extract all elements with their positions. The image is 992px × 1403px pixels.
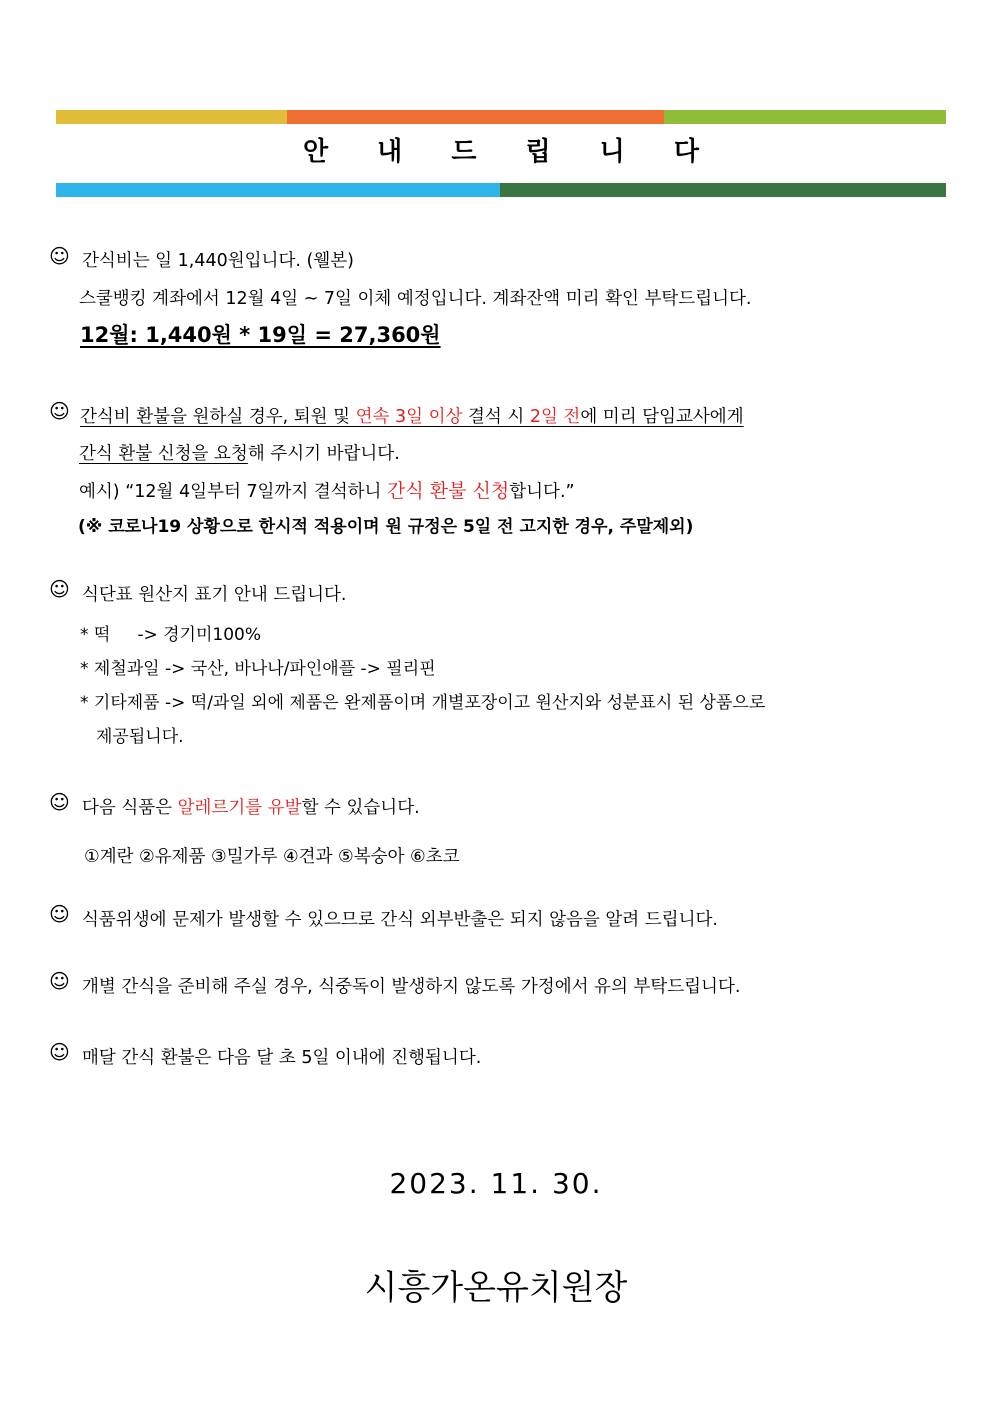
footer-bar-dark-green — [500, 183, 946, 197]
example-text: 합니다.” — [509, 482, 575, 502]
hygiene-text: 식품위생에 문제가 발생할 수 있으므로 간식 외부반출은 되지 않음을 알려 드립니다. — [82, 910, 718, 930]
refund-request-text: 해 주시기 바랍니다. — [247, 444, 400, 464]
origin-item-other-cont: 제공됩니다. — [96, 727, 184, 747]
smiley-icon: ☺ — [49, 969, 70, 993]
allergy-list: ①계란 ②유제품 ③밀가루 ④견과 ⑤복숭아 ⑥초코 — [84, 847, 460, 867]
refund-request — [79, 440, 400, 465]
header-bar-yellow — [56, 110, 287, 124]
smiley-icon: ☺ — [49, 244, 70, 268]
smiley-icon: ☺ — [49, 577, 70, 601]
refund-example — [79, 476, 575, 503]
allergy-text: 할 수 있습니다. — [301, 798, 420, 818]
smiley-icon: ☺ — [49, 790, 70, 814]
refund-text: 결석 시 — [462, 407, 530, 427]
header-bar-green — [664, 110, 946, 124]
refund-text: 간식비 환불을 원하실 경우, 퇴원 및 — [80, 407, 356, 427]
individual-snack-text: 개별 간식을 준비해 주실 경우, 식중독이 발생하지 않도록 가정에서 유의 부탁드립니다. — [82, 977, 741, 997]
fee-calculation: 12월: 1,440원 * 19일 = 27,360원 — [80, 323, 441, 347]
allergy-text: 다음 식품은 — [82, 798, 178, 818]
snack-fee-text: 간식비는 일 1,440원입니다. (웰본) — [82, 251, 354, 271]
refund-highlight-before: 2일 전 — [529, 407, 581, 427]
origin-item-fruit: * 제철과일 -> 국산, 바나나/파인애플 -> 필리핀 — [80, 659, 436, 679]
bank-transfer-text: 스쿨뱅킹 계좌에서 12월 4일 ~ 7일 이체 예정입니다. 계좌잔액 미리 확인 부탁드립니다. — [79, 289, 752, 309]
page-title: 안 내 드 립 니 다 — [303, 137, 719, 167]
smiley-icon: ☺ — [49, 399, 70, 423]
origin-item-rice-cake: * 떡 -> 경기미100% — [80, 625, 261, 645]
refund-text: 에 미리 담임교사에게 — [580, 407, 744, 427]
smiley-icon: ☺ — [49, 902, 70, 926]
allergy-highlight: 알레르기를 유발 — [177, 798, 302, 818]
refund-request-underlined: 간식 환불 신청을 요청 — [79, 444, 248, 464]
example-text: 예시) “12월 4일부터 7일까지 결석하니 — [79, 482, 388, 502]
smiley-icon: ☺ — [49, 1040, 70, 1064]
refund-highlight-days: 연속 3일 이상 — [355, 407, 463, 427]
origin-item-other: * 기타제품 -> 떡/과일 외에 제품은 완제품이며 개별포장이고 원산지와 성분표시 된 상품으로 — [80, 693, 766, 713]
notice-date: 2023. 11. 30. — [389, 1167, 603, 1200]
allergy-heading — [82, 794, 420, 819]
example-highlight: 간식 환불 신청 — [387, 480, 510, 502]
footer-bar-blue — [56, 183, 500, 197]
header-bar-orange — [287, 110, 664, 124]
covid-note: (※ 코로나19 상황으로 한시적 적용이며 원 규정은 5일 전 고지한 경우, 주말제외) — [78, 517, 694, 537]
monthly-refund-text: 매달 간식 환불은 다음 달 초 5일 이내에 진행됩니다. — [82, 1048, 482, 1068]
signature: 시흥가온유치원장 — [364, 1268, 628, 1308]
origin-heading: 식단표 원산지 표기 안내 드립니다. — [82, 585, 347, 605]
refund-condition — [80, 403, 744, 428]
